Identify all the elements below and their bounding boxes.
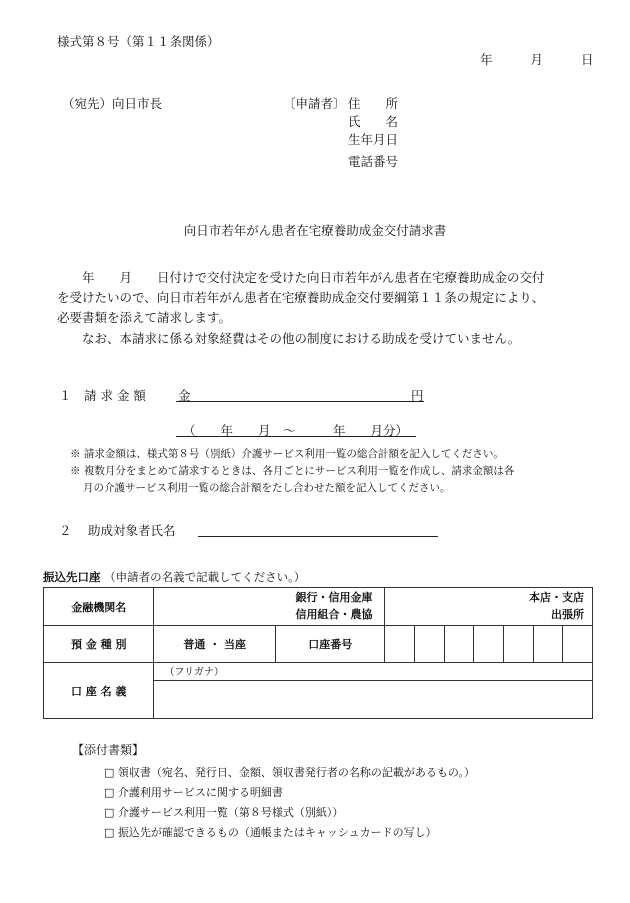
- applicant-label: 〔申請者〕: [283, 96, 346, 111]
- attachment-item: □ 介護利用サービスに関する明細書: [104, 786, 283, 799]
- applicant-name-label: 氏 名: [348, 114, 399, 129]
- account-digit-box: [504, 626, 534, 663]
- bank-types-2: 信用組合・農協: [295, 607, 373, 621]
- applicant-phone-label: 電話番号: [348, 154, 399, 169]
- date-year: 年: [480, 52, 493, 67]
- bank-heading-note: （申請者の名義で記載してください。）: [104, 570, 306, 584]
- account-digit-box: [533, 626, 563, 663]
- attachment-item: □ 振込先が確認できるもの（通帳またはキャッシュカードの写し）: [104, 826, 437, 839]
- body-line-4: なお、本請求に係る対象経費はその他の制度における助成を受けていません。: [57, 331, 521, 346]
- applicant-birthdate-label: 生年月日: [348, 132, 399, 147]
- bank-types-1: 銀行・信用金庫: [295, 591, 373, 604]
- bank-heading-line: [43, 569, 305, 585]
- body-line-2: を受けたいので、向日市若年がん患者在宅療養助成金交付要綱第１１条の規定により、: [57, 290, 545, 305]
- applicant-address-label: 住 所: [348, 96, 399, 111]
- amount-note-1: ※ 請求金額は、様式第８号（別紙）介護サービス利用一覧の総合計額を記入してください。: [70, 448, 504, 460]
- account-holder-name-cell: [154, 681, 593, 719]
- account-digit-box: [415, 626, 445, 663]
- currency-label: 金: [178, 388, 191, 403]
- addressee: （宛先）向日市長: [62, 96, 163, 111]
- beneficiary-name-underline: [198, 536, 438, 537]
- bank-heading: 振込先口座: [43, 570, 101, 584]
- date-day: 日: [580, 52, 594, 67]
- account-digit-box: [444, 626, 474, 663]
- account-type-options: 普通 ・ 当座: [154, 626, 276, 663]
- period-underline: [176, 436, 416, 437]
- account-digit-box: [563, 626, 593, 663]
- institution-label: 金融機関名: [44, 588, 154, 626]
- furigana-cell: （フリガナ）: [154, 663, 593, 681]
- institution-type-cell: [154, 588, 385, 626]
- body-line-1: 年 月 日付けで交付決定を受けた向日市若年がん患者在宅療養助成金の交付: [57, 270, 545, 285]
- attachments-heading: 【添付書類】: [72, 743, 145, 757]
- account-holder-label: 口 座 名 義: [44, 663, 154, 719]
- account-number-label: 口座番号: [276, 626, 385, 663]
- form-number: 様式第８号（第１１条関係）: [57, 34, 220, 49]
- attachment-item: □ 介護サービス利用一覧（第８号様式（別紙））: [104, 806, 344, 819]
- branch-types-1: 本店・支店: [529, 591, 584, 604]
- beneficiary-name-label: ２ 助成対象者氏名: [59, 523, 176, 538]
- date-line: [480, 50, 593, 68]
- request-amount-label: １ 請 求 金 額: [59, 388, 146, 403]
- branch-types-2: 出張所: [551, 607, 584, 621]
- amount-note-2b: 月の介護サービス利用一覧の総合計額をたし合わせた額を記入してください。: [83, 482, 451, 494]
- bank-account-table: [43, 587, 593, 719]
- attachment-item: □ 領収書（宛名、発行日、金額、領収書発行者の名称の記載があるもの。）: [104, 766, 475, 779]
- account-digit-box: [474, 626, 504, 663]
- account-type-label: 預 金 種 別: [44, 626, 154, 663]
- amount-note-2a: ※ 複数月分をまとめて請求するときは、各月ごとにサービス利用一覧を作成し、請求金額は各: [70, 465, 515, 477]
- amount-underline: [176, 401, 424, 402]
- branch-type-cell: [385, 588, 593, 626]
- billing-period: （ 年 月 ～ 年 月分）: [183, 423, 409, 438]
- date-month: 月: [530, 52, 543, 67]
- document-title: 向日市若年がん患者在宅療養助成金交付請求書: [183, 223, 447, 238]
- yen-label: 円: [411, 388, 424, 403]
- account-digit-box: [385, 626, 415, 663]
- body-line-3: 必要書類を添えて請求します。: [57, 310, 232, 325]
